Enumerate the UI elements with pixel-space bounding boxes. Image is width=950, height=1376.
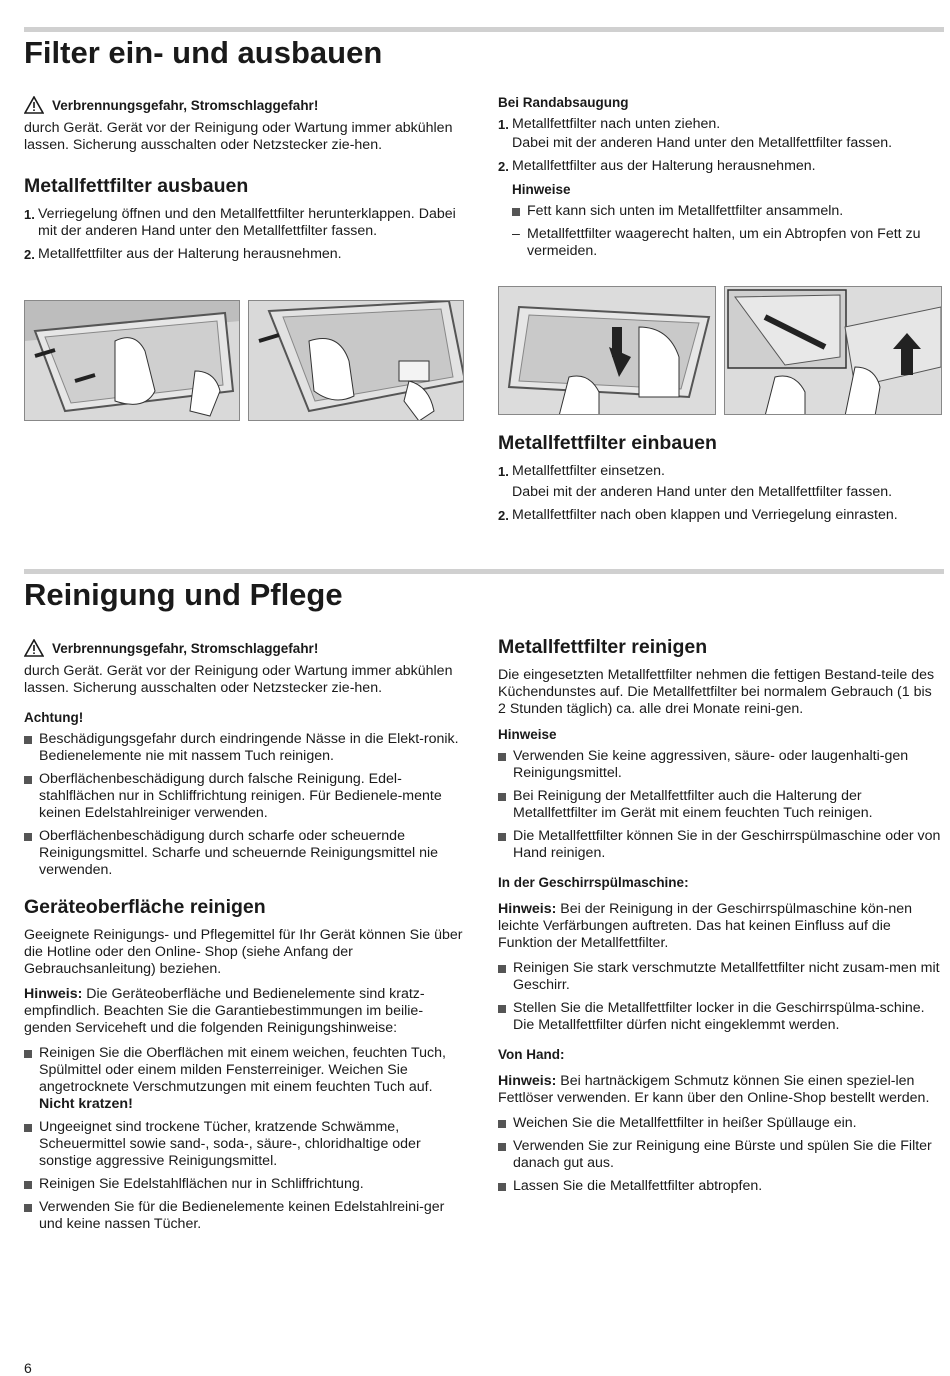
list-item: 2. Metallfettfilter nach oben klappen und Verriegelung einrasten. <box>498 507 898 523</box>
hinweise-label: Hinweise <box>512 182 571 197</box>
heading-metallfettfilter-reinigen: Metallfettfilter reinigen <box>498 636 708 658</box>
einbauen-steps <box>498 463 945 524</box>
bullet-icon <box>498 965 506 973</box>
list-item: Reinigen Sie die Oberflächen mit einem weichen, feuchten Tuch, Spülmittel oder einem milden Fensterreiniger. Weichen Sie angetrocknete Verschmutzungen mit einem feuchten Tuch auf. Nicht kratzen! <box>24 1045 469 1113</box>
list-item: Verwenden Sie keine aggressiven, säure- oder laugenhalti-gen Reinigungsmittel. <box>498 748 943 782</box>
bullet-icon <box>24 1204 32 1212</box>
list-item: 1. Metallfettfilter einsetzen. <box>498 463 665 479</box>
geraet-list <box>24 1045 469 1233</box>
section-title-filter: Filter ein- und ausbauen <box>24 35 383 70</box>
heading-randabsaugung: Bei Randabsaugung <box>498 95 629 110</box>
heading-einbauen: Metallfettfilter einbauen <box>498 432 717 454</box>
list-item: Dabei mit der anderen Hand unter den Metallfettfilter fassen. <box>512 484 893 500</box>
s2-left-column <box>24 639 469 1239</box>
list-item: Oberflächenbeschädigung durch scharfe oder scheuernde Reinigungsmittel. Scharfe und scheuernde Reinigungsmittel nie verwenden. <box>24 828 469 879</box>
list-item: Fett kann sich unten im Metallfettfilter ansammeln. <box>512 203 943 220</box>
section-rule-top <box>24 27 944 32</box>
bullet-icon <box>24 1050 32 1058</box>
list-item: Verwenden Sie für die Bedienelemente keinen Edelstahlreini-ger und keine nassen Tücher. <box>24 1199 469 1233</box>
figure-ausbauen-1 <box>24 300 240 421</box>
list-item: Verwenden Sie zur Reinigung eine Bürste und spülen Sie die Filter danach gut aus. <box>498 1138 943 1172</box>
metall-intro: Die eingesetzten Metallfettfilter nehmen die fettigen Bestand-teile des Küchendunstes auf. Die Metallfettfilter bei normalem Gebrauch (1 bis 2 Stunden täglich) ca. alle drei Monate reini-gen. <box>498 667 935 717</box>
warning-triangle-icon <box>24 639 44 657</box>
list-item: Die Metallfettfilter können Sie in der Geschirrspülmaschine oder von Hand reinigen. <box>498 828 943 862</box>
von-hand-label: Von Hand: <box>498 1047 565 1062</box>
list-item: Reinigen Sie Edelstahlflächen nur in Schliffrichtung. <box>24 1176 469 1193</box>
list-item: 2. Metallfettfilter aus der Halterung herausnehmen. <box>498 158 816 174</box>
spuel-hinweis: Hinweis: Bei der Reinigung in der Geschirrspülmaschine kön-nen leichte Verfärbungen auftreten. Das hat keinen Einfluss auf die Funktion der Metallfettfilter. <box>498 901 913 951</box>
heading-ausbauen: Metallfettfilter ausbauen <box>24 175 249 197</box>
geraet-hinweis: Hinweis: Die Geräteoberfläche und Bedienelemente sind kratz-empfindlich. Beachten Sie die Garantiebestimmungen im beilie-genden Serviceheft und die folgenden Reinigungshinweise: <box>24 986 425 1036</box>
geraet-intro: Geeignete Reinigungs- und Pflegemittel für Ihr Gerät können Sie über die Hotline oder den Online- Shop (siehe Anfang der Gebrauchsanleitung) beziehen. <box>24 927 463 977</box>
s1-einbauen <box>498 431 945 530</box>
list-item: Ungeeignet sind trockene Tücher, kratzende Schwämme, Scheuermittel sowie sand-, soda-, säure-, chloridhaltige oder sonstige aggressive Reinigungsmittel. <box>24 1119 469 1170</box>
list-item: Reinigen Sie stark verschmutzte Metallfettfilter nicht zusam-men mit Geschirr. <box>498 960 943 994</box>
list-item: 1. Verriegelung öffnen und den Metallfettfilter herunterklappen. Dabei mit der anderen Hand unter den Metallfettfilter fassen. <box>24 206 456 239</box>
page-number: 6 <box>24 1360 32 1376</box>
hand-list <box>498 1115 943 1195</box>
bullet-icon <box>498 753 506 761</box>
warning-heading <box>24 639 469 657</box>
s1-right-column <box>498 94 943 266</box>
hinweise-label: Hinweise <box>498 727 557 742</box>
bullet-icon <box>24 1181 32 1189</box>
bullet-icon <box>498 1120 506 1128</box>
list-item: Bei Reinigung der Metallfettfilter auch die Halterung der Metallfettfilter im Gerät mit einem feuchten Tuch reinigen. <box>498 788 943 822</box>
figure-ausbauen-2 <box>248 300 464 421</box>
bullet-icon <box>498 833 506 841</box>
bullet-icon <box>498 1143 506 1151</box>
warning-triangle-icon <box>24 96 44 114</box>
s2-right-column <box>498 635 943 1201</box>
bullet-icon <box>498 1005 506 1013</box>
ausbauen-steps <box>24 206 469 263</box>
list-item: 1. Metallfettfilter nach unten ziehen. <box>498 116 721 132</box>
warning-label: Verbrennungsgefahr, Stromschlaggefahr! <box>52 97 319 113</box>
bullet-icon <box>24 776 32 784</box>
list-item: Oberflächenbeschädigung durch falsche Reinigung. Edel-stahlflächen nur in Schliffrichtung reinigen. Für Bedienele-mente keinen Edelstahlreiniger verwenden. <box>24 771 469 822</box>
warning-heading <box>24 96 469 114</box>
metall-hinweise <box>498 748 943 862</box>
list-item: Weichen Sie die Metallfettfilter in heißer Spüllauge ein. <box>498 1115 943 1132</box>
heading-geraeteoberflaeche: Geräteoberfläche reinigen <box>24 896 266 918</box>
spuelmaschine-label: In der Geschirrspülmaschine: <box>498 875 689 890</box>
bullet-icon <box>498 793 506 801</box>
s1-left-column <box>24 96 469 269</box>
warning-text: durch Gerät. Gerät vor der Reinigung oder Wartung immer abkühlen lassen. Sicherung ausschalten oder Netzstecker zie-hen. <box>24 663 453 696</box>
list-item: – Metallfettfilter waagerecht halten, um ein Abtropfen von Fett zu vermeiden. <box>512 226 921 259</box>
bullet-icon <box>512 208 520 216</box>
bullet-icon <box>498 1183 506 1191</box>
bullet-icon <box>24 1124 32 1132</box>
list-item: Beschädigungsgefahr durch eindringende Nässe in die Elekt-ronik. Bedienelemente nie mit nassem Tuch reinigen. <box>24 731 469 765</box>
achtung-list <box>24 731 469 879</box>
section-rule-reinigung <box>24 569 944 574</box>
spuel-list <box>498 960 943 1034</box>
dash-icon: – <box>512 226 520 242</box>
figure-rand-2 <box>724 286 942 415</box>
list-item: Lassen Sie die Metallfettfilter abtropfen. <box>498 1178 943 1195</box>
list-item: Stellen Sie die Metallfettfilter locker in die Geschirrspülma-schine. Die Metallfettfilter dürfen nicht eingeklemmt werden. <box>498 1000 943 1034</box>
list-item: 2. Metallfettfilter aus der Halterung herausnehmen. <box>24 246 342 262</box>
section-title-reinigung: Reinigung und Pflege <box>24 577 343 612</box>
list-item: Dabei mit der anderen Hand unter den Metallfettfilter fassen. <box>512 135 893 151</box>
bullet-icon <box>24 833 32 841</box>
hand-hinweis: Hinweis: Bei hartnäckigem Schmutz können Sie einen speziel-len Fettlöser verwenden. Er kann über den Online-Shop bestellt werden. <box>498 1073 930 1106</box>
figure-rand-1 <box>498 286 716 415</box>
rand-hinweise <box>512 203 943 260</box>
achtung-label: Achtung! <box>24 710 84 725</box>
rand-steps <box>498 116 943 175</box>
warning-text: durch Gerät. Gerät vor der Reinigung oder Wartung immer abkühlen lassen. Sicherung ausschalten oder Netzstecker zie-hen. <box>24 120 453 153</box>
warning-label: Verbrennungsgefahr, Stromschlaggefahr! <box>52 640 319 656</box>
bullet-icon <box>24 736 32 744</box>
